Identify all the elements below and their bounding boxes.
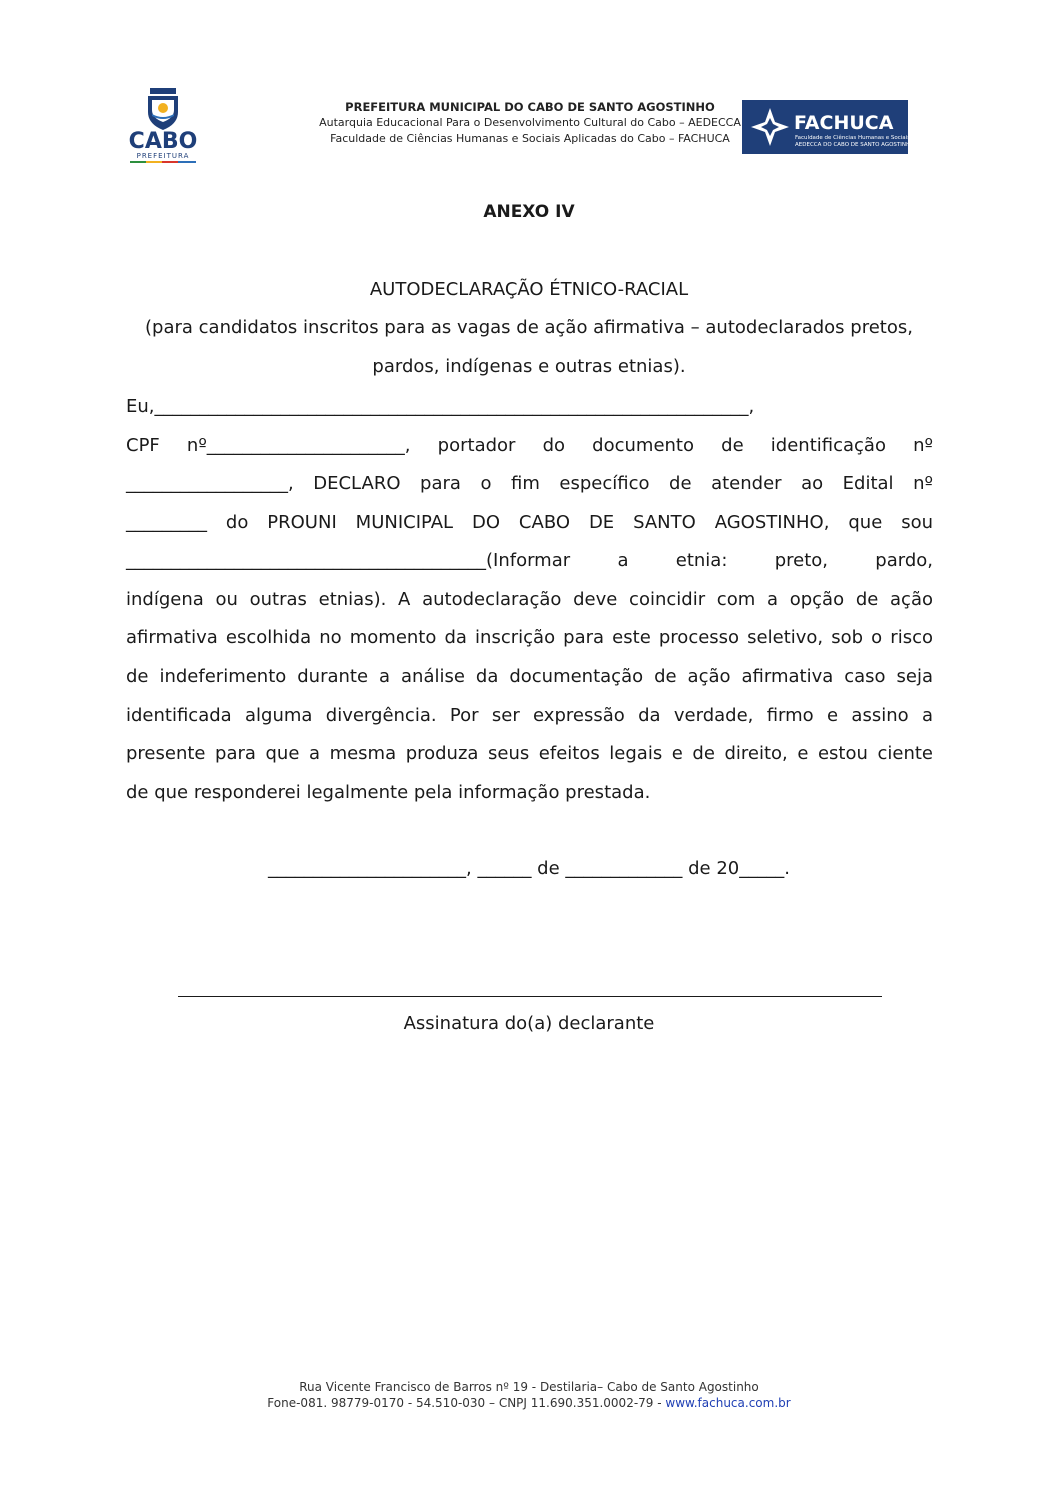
body-line-name: Eu,__________________________________________________________________, [126,396,755,417]
header-line-fachuca: Faculdade de Ciências Humanas e Sociais Aplicadas do Cabo – FACHUCA [330,132,730,145]
body-line-11: de que responderei legalmente pela informação prestada. [126,782,651,803]
cabo-crest-icon [124,84,202,166]
subtitle-line-3: pardos, indígenas e outras etnias). [372,356,686,377]
subtitle-line-1: AUTODECLARAÇÃO ÉTNICO-RACIAL [369,279,689,300]
header-line-aedecca: Autarquia Educacional Para o Desenvolvimento Cultural do Cabo – AEDECCA [319,116,741,129]
body-line-10: presente para que a mesma produza seus efeitos legais e de direito, e estou ciente [126,743,933,764]
fachuca-logo-sub2: AEDECCA DO CABO DE SANTO AGOSTINHO [795,142,908,148]
footer-address: Rua Vicente Francisco de Barros nº 19 - Destilaria– Cabo de Santo Agostinho [299,1380,759,1394]
header-line-prefeitura: PREFEITURA MUNICIPAL DO CABO DE SANTO AGOSTINHO [345,100,715,114]
header-institution-block [240,99,820,147]
fachuca-star-icon [742,100,908,154]
body-line-6: indígena ou outras etnias). A autodeclaração deve coincidir com a opção de ação [126,589,933,610]
page-title: ANEXO IV [483,202,575,222]
fachuca-logo-sub1: Faculdade de Ciências Humanas e Sociais [795,135,908,141]
body-line-declaro: __________________, DECLARO para o fim específico de atender ao Edital nº [126,473,933,494]
cabo-logo-text: CABO [128,129,198,154]
body-line-8: de indeferimento durante a análise da documentação de ação afirmativa caso seja [126,666,933,687]
body-line-etnia: ________________________________________(Informar a etnia: preto, pardo, [126,550,933,571]
signature-line [178,996,882,997]
fachuca-logo-text: FACHUCA [794,112,894,134]
footer-phone-cnpj: Fone-081. 98779-0170 - 54.510-030 – CNPJ 11.690.351.0002-79 - [267,1396,666,1410]
cabo-logo-sub: PREFEITURA [136,152,190,160]
subtitle-line-2: (para candidatos inscritos para as vagas de ação afirmativa – autodeclarados pretos, [145,317,913,338]
signature-label: Assinatura do(a) declarante [403,1013,655,1034]
body-line-prouni: _________ do PROUNI MUNICIPAL DO CABO DE SANTO AGOSTINHO, que sou [126,512,933,533]
body-line-9: identificada alguma divergência. Por ser expressão da verdade, firmo e assino a [126,705,933,726]
footer-website-link[interactable]: www.fachuca.com.br [665,1396,791,1410]
fachuca-logo [742,100,908,154]
body-line-cpf: CPF nº______________________, portador do documento de identificação nº [126,435,933,456]
body-line-7: afirmativa escolhida no momento da inscrição para este processo seletivo, sob o risco [126,627,933,648]
cabo-prefeitura-logo [124,84,202,166]
footer-contact [0,1396,1058,1410]
date-line: ______________________, ______ de _____________ de 20_____. [268,858,790,879]
